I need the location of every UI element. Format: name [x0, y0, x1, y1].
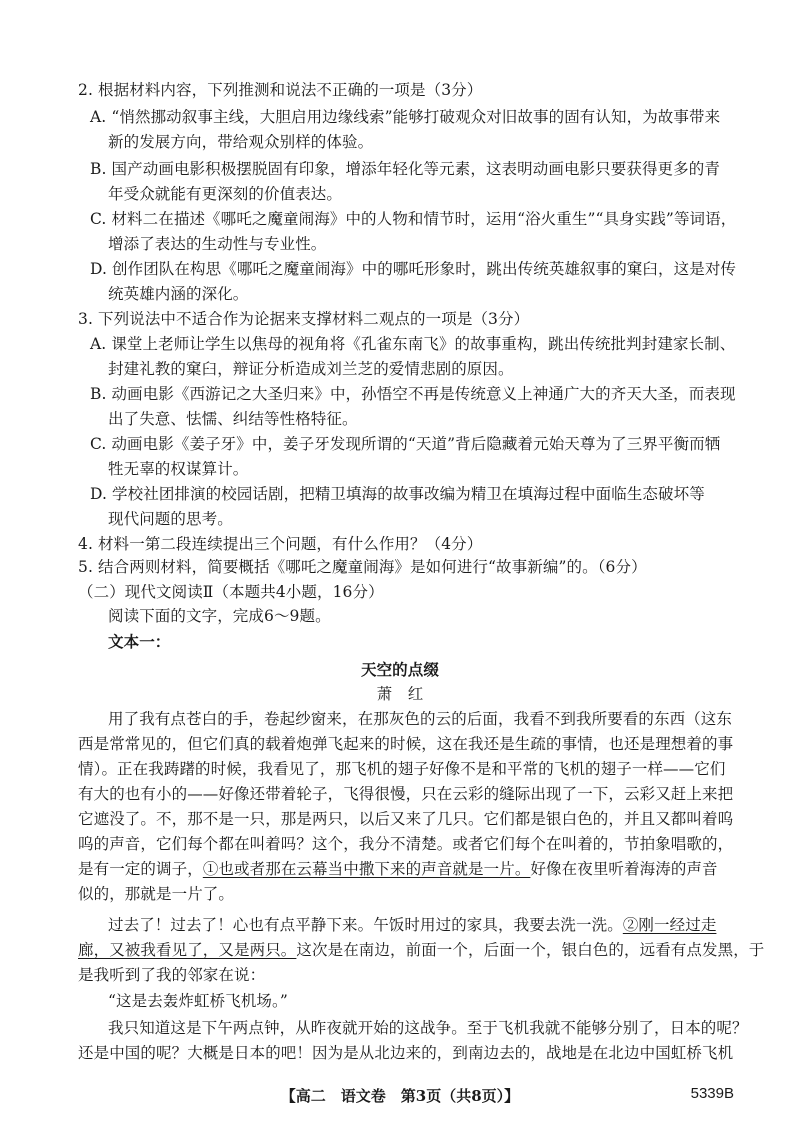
- question-3-option-c: C. 动画电影《姜子牙》中，姜子牙发现所谓的“天道”背后隐藏着元始天尊为了三界平衡而牺: [90, 435, 721, 453]
- question-2-option-c: C. 材料二在描述《哪吒之魔童闹海》中的人物和情节时，运用“浴火重生”“具身实践”等词语，: [90, 210, 737, 228]
- article-p1-line4: 有大的也有小的——好像还带着轮子，飞得很慢，只在云彩的缝际出现了一下，云彩又赶上来把: [78, 785, 734, 803]
- article-p1-line1: 用了我有点苍白的手，卷起纱窗来，在那灰色的云的后面，我看不到我所要看的东西（这东: [108, 710, 733, 728]
- article-p1-line3: 情）。正在我踌躇的时候，我看见了，那飞机的翅子好像不是和平常的飞机的翅子一样——它们: [78, 760, 726, 778]
- article-p2-line3: 是我听到了我的邻家在说：: [78, 966, 266, 984]
- article-p1-line2: 西是常常见的，但它们真的载着炮弹飞起来的时候，这在我还是生疏的事情，也还是理想着的事: [78, 735, 734, 753]
- article-p3: “这是去轰炸虹桥飞机场。”: [108, 992, 288, 1010]
- article-p4-line1: 我只知道这是下午两点钟，从昨夜就开始的这战争。至于飞机我就不能够分别了，日本的呢？: [108, 1019, 748, 1037]
- article-p1-line7-start: 是有一定的调子，: [78, 860, 203, 878]
- question-3-option-b: B. 动画电影《西游记之大圣归来》中，孙悟空不再是传统意义上神通广大的齐天大圣，而表现: [90, 385, 736, 403]
- page-footer: 【高二 语文卷 第3页（共8页）】: [280, 1087, 520, 1105]
- question-4: 4. 材料一第二段连续提出三个问题，有什么作用？（4分）: [78, 535, 483, 553]
- question-2-option-a: A. “悄然挪动叙事主线，大胆启用边缘线索”能够打破观众对旧故事的固有认知，为故事带来: [90, 108, 721, 126]
- article-p4-line2: 还是中国的呢？大概是日本的吧！因为是从北边来的，到南边去的，战地是在北边中国虹桥飞机: [78, 1044, 734, 1062]
- question-2-option-a-cont: 新的发展方向，带给观众别样的体验。: [108, 133, 374, 151]
- question-3-stem: 3. 下列说法中不适合作为论据来支撑材料二观点的一项是（3分）: [78, 310, 530, 328]
- underlined-sentence-2-cont: 廊，又被我看见了，又是两只。: [78, 941, 297, 959]
- question-2-option-c-cont: 增添了表达的生动性与专业性。: [108, 235, 327, 253]
- paper-code: 5339B: [690, 1085, 734, 1102]
- question-2-option-b-cont: 年受众就能有更深刻的价值表达。: [108, 185, 343, 203]
- article-p2-line2: [78, 940, 764, 960]
- question-3-option-a: A. 课堂上老师让学生以焦母的视角将《孔雀东南飞》的故事重构，跳出传统批判封建家长制、: [90, 335, 736, 353]
- underlined-sentence-1: ①也或者那在云幕当中撒下来的声音就是一片。: [202, 860, 531, 878]
- text-one-label: 文本一：: [108, 633, 171, 651]
- underlined-sentence-2: ②刚一经过走: [622, 916, 717, 934]
- article-p2-line1-start: 过去了！过去了！心也有点平静下来。午饭时用过的家具，我要去洗一洗。: [108, 916, 623, 934]
- question-2-option-d: D. 创作团队在构思《哪吒之魔童闹海》中的哪吒形象时，跳出传统英雄叙事的窠臼，这是对传: [90, 260, 737, 278]
- section-2-instruction: 阅读下面的文字，完成6～9题。: [108, 607, 331, 625]
- article-p1-line7-end: 好像在夜里听着海涛的声音: [530, 860, 718, 878]
- article-p1-line7: [78, 859, 718, 879]
- question-3-option-c-cont: 牲无辜的权谋算计。: [108, 460, 249, 478]
- question-2-stem: 2. 根据材料内容，下列推测和说法不正确的一项是（3分）: [78, 81, 483, 99]
- article-p2-line2-end: 这次是在南边，前面一个，后面一个，银白色的，远看有点发黑，于: [296, 941, 765, 959]
- question-3-option-a-cont: 封建礼教的窠臼，辩证分析造成刘兰芝的爱情悲剧的原因。: [108, 360, 514, 378]
- question-3-option-b-cont: 出了失意、怯懦、纠结等性格特征。: [108, 410, 358, 428]
- article-title: 天空的点缀: [360, 661, 439, 679]
- question-5: 5. 结合两则材料，简要概括《哪吒之魔童闹海》是如何进行“故事新编”的。（6分）: [78, 558, 647, 576]
- article-p1-line8: 似的，那就是一片了。: [78, 885, 235, 903]
- question-2-option-b: B. 国产动画电影积极摆脱固有印象，增添年轻化等元素，这表明动画电影只要获得更多的青: [90, 160, 720, 178]
- article-p2-line1: [108, 915, 716, 935]
- article-author: 萧 红: [376, 685, 424, 703]
- question-3-option-d-cont: 现代问题的思考。: [108, 510, 233, 528]
- question-3-option-d: D. 学校社团排演的校园话剧，把精卫填海的故事改编为精卫在填海过程中面临生态破坏等: [90, 485, 705, 503]
- article-p1-line6: 呜的声音，它们每个都在叫着吗？这个，我分不清楚。或者它们每个在叫着的，节拍象唱歌的，: [78, 835, 734, 853]
- question-2-option-d-cont: 统英雄内涵的深化。: [108, 285, 249, 303]
- article-p1-line5: 它遮没了。不，那不是一只，那是两只，以后又来了几只。它们都是银白色的，并且又都叫着呜: [78, 810, 734, 828]
- section-2-heading: （二）现代文阅读Ⅱ（本题共4小题，16分）: [78, 583, 384, 601]
